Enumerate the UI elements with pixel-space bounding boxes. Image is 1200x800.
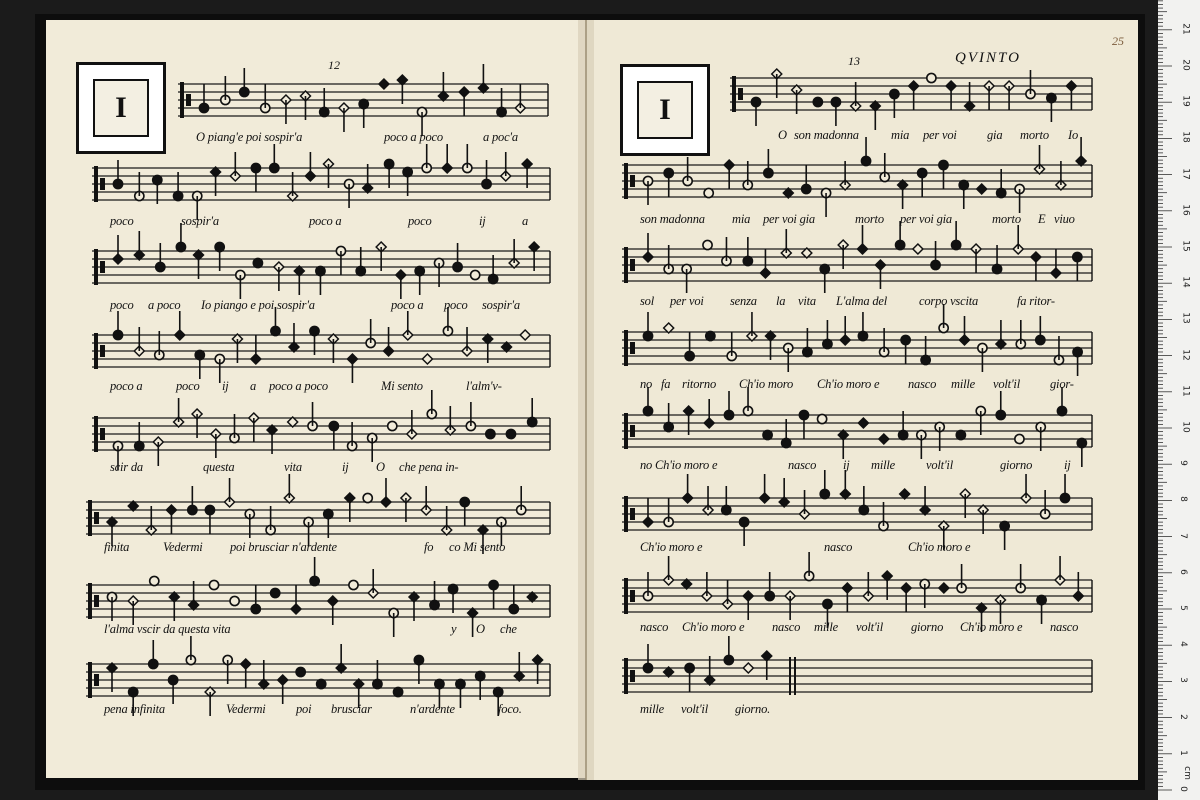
clef-bar — [624, 578, 628, 614]
left-lyric-word: che — [500, 622, 517, 636]
left-lyric-word: Mi sento — [381, 379, 423, 393]
left-lyric-word: poco — [176, 379, 200, 393]
left-lyric-word: l'alm'v- — [466, 379, 502, 393]
right-lyric-word: corpo vscita — [919, 294, 979, 308]
left-lyric-word: poco a poco — [269, 379, 328, 393]
margin-note: 25 — [1112, 34, 1124, 48]
clef-bar — [94, 333, 98, 369]
left-lyric-word: poco a poco — [384, 130, 443, 144]
right-initial-letter: I — [637, 81, 693, 139]
ruler-label: 14 — [1180, 276, 1191, 288]
left-lyric-word: O — [376, 460, 385, 474]
clef-bar — [624, 330, 628, 366]
clef-mark — [100, 261, 105, 273]
right-lyric-word: morto — [1020, 128, 1049, 142]
clef-bar — [624, 163, 628, 199]
ruler-label: 11 — [1180, 385, 1191, 397]
ruler-label: 8 — [1177, 496, 1188, 503]
right-lyric-word: O — [778, 128, 787, 142]
clef-mark — [100, 178, 105, 190]
right-page-number: 13 — [848, 54, 860, 68]
left-lyric-word: poco a — [110, 379, 143, 393]
right-lyric-word: per voi — [670, 294, 704, 308]
left-lyric-word: Io piango e poi sospir'a — [201, 298, 315, 312]
right-lyric-word: giorno — [911, 620, 944, 634]
left-lyric-word: vita — [284, 460, 302, 474]
note-head — [150, 576, 159, 585]
left-lyric-word: sospir'a — [181, 214, 219, 228]
left-lyric-word: finita — [104, 540, 130, 554]
right-lyric-word: senza — [730, 294, 757, 308]
clef-mark — [630, 508, 635, 520]
right-lyric-word: Ch'io moro e — [817, 377, 880, 391]
clef-mark — [738, 88, 743, 100]
right-lyric-word: mille — [640, 702, 664, 716]
ruler-label: 21 — [1180, 23, 1191, 35]
ruler-label: 1 — [1177, 749, 1188, 756]
note-head — [486, 429, 495, 438]
left-lyric-word: che pena in- — [399, 460, 459, 474]
right-lyric-word: giorno. — [735, 702, 771, 716]
clef-mark — [186, 94, 191, 106]
clef-bar — [88, 500, 92, 536]
clef-bar — [624, 496, 628, 532]
right-lyric-word: no Ch'io moro e — [640, 458, 718, 472]
left-lyric-word: n'ardente — [410, 702, 455, 716]
clef-mark — [630, 590, 635, 602]
left-lyric-word: poi brusciar n'ardente — [230, 540, 337, 554]
ruler-label: 7 — [1177, 532, 1188, 539]
note-head — [393, 687, 402, 696]
note-head — [471, 270, 480, 279]
clef-mark — [100, 345, 105, 357]
left-page-number: 12 — [328, 58, 340, 72]
left-lyric-word: O piang'e poi sospir'a — [196, 130, 303, 144]
right-lyric-word: Ch'io moro — [739, 377, 794, 391]
right-lyric-word: fa ritor- — [1017, 294, 1055, 308]
note-head — [813, 97, 822, 106]
left-lyric-word: fo — [424, 540, 434, 554]
ruler-label: 13 — [1180, 312, 1191, 325]
left-lyric-word: ij — [342, 460, 349, 474]
left-lyric-word: ij — [479, 214, 486, 228]
right-lyric-word: Io — [1068, 128, 1079, 142]
left-lyric-word: poco — [408, 214, 432, 228]
right-lyric-word: vita — [798, 294, 816, 308]
left-lyric-word: poi — [296, 702, 312, 716]
note-head — [506, 429, 515, 438]
ruler-label: 17 — [1180, 167, 1191, 180]
ruler-label: 12 — [1180, 348, 1191, 361]
clef-bar — [180, 82, 184, 118]
left-lyric-word: pena infinita — [104, 702, 165, 716]
ruler-label: 10 — [1180, 421, 1191, 433]
clef-mark — [94, 512, 99, 524]
clef-bar — [88, 662, 92, 698]
clef-mark — [94, 674, 99, 686]
ruler-label: 5 — [1177, 605, 1188, 611]
right-lyric-word: per voi gia — [900, 212, 952, 226]
left-initial-ornament — [76, 62, 166, 154]
right-lyric-word: fa — [661, 377, 671, 391]
right-lyric-word: giorno — [1000, 458, 1033, 472]
note-head — [296, 667, 305, 676]
ruler-label: 18 — [1180, 131, 1191, 144]
note-head — [818, 414, 827, 423]
note-head — [1015, 434, 1024, 443]
right-lyric-word: nasco — [908, 377, 937, 391]
right-initial-ornament — [620, 64, 710, 156]
right-lyric-word: Ch'io moro e — [908, 540, 971, 554]
right-lyric-word: volt'il — [856, 620, 883, 634]
ruler-label: 2 — [1177, 713, 1188, 720]
right-lyric-word: Ch'io moro e — [960, 620, 1023, 634]
clef-mark — [630, 175, 635, 187]
voice-part-header: QVINTO — [955, 50, 1021, 66]
right-lyric-word: volt'il — [926, 458, 953, 472]
right-lyric-word: mille — [871, 458, 895, 472]
left-lyric-word: a poc'a — [483, 130, 518, 144]
ruler-unit: cm — [1181, 766, 1192, 780]
right-lyric-word: son madonna — [640, 212, 705, 226]
right-lyric-word: nasco — [1050, 620, 1079, 634]
left-lyric-word: brusciar — [331, 702, 372, 716]
ruler-label: 19 — [1180, 95, 1191, 107]
left-lyric-word: l'alma vscir da questa vita — [104, 622, 231, 636]
right-lyric-word: mille — [951, 377, 975, 391]
note-head — [363, 493, 372, 502]
note-head — [230, 596, 239, 605]
left-lyric-word: poco a — [391, 298, 424, 312]
right-lyric-word: ij — [843, 458, 850, 472]
right-lyric-word: per voi — [923, 128, 957, 142]
note-head — [388, 421, 397, 430]
right-lyric-word: ritorno — [682, 377, 717, 391]
ruler-label: 4 — [1177, 641, 1188, 648]
clef-mark — [100, 428, 105, 440]
right-lyric-word: per voi gia — [763, 212, 815, 226]
note-head — [209, 580, 218, 589]
right-lyric-word: mia — [891, 128, 910, 142]
right-lyric-word: nasco — [772, 620, 801, 634]
left-lyric-word: foco. — [498, 702, 522, 716]
clef-bar — [94, 166, 98, 202]
right-lyric-word: morto — [855, 212, 884, 226]
left-lyric-word: sospir'a — [482, 298, 520, 312]
right-lyric-word: volt'il — [681, 702, 708, 716]
ruler-label: 9 — [1177, 460, 1188, 467]
left-lyric-word: poco — [444, 298, 468, 312]
note-head — [349, 580, 358, 589]
clef-bar — [88, 583, 92, 619]
left-lyric-word: y — [451, 622, 457, 636]
note-head — [253, 258, 262, 267]
right-lyric-word: son madonna — [794, 128, 859, 142]
note-head — [763, 430, 772, 439]
left-lyric-word: co Mi sento — [449, 540, 506, 554]
left-lyric-word: poco a — [309, 214, 342, 228]
right-lyric-word: gia — [987, 128, 1003, 142]
note-head — [704, 188, 713, 197]
clef-mark — [630, 425, 635, 437]
right-lyric-word: no — [640, 377, 653, 391]
note-head — [956, 430, 965, 439]
note-head — [927, 73, 936, 82]
right-lyric-word: viuo — [1054, 212, 1075, 226]
clef-mark — [630, 670, 635, 682]
right-lyric-word: gior- — [1050, 377, 1074, 391]
left-lyric-word: Vedermi — [226, 702, 266, 716]
clef-bar — [624, 247, 628, 283]
note-head — [317, 679, 326, 688]
right-lyric-word: sol — [640, 294, 654, 308]
clef-bar — [624, 658, 628, 694]
right-lyric-word: la — [776, 294, 786, 308]
left-lyric-word: Vedermi — [163, 540, 203, 554]
left-lyric-word: poco — [110, 298, 134, 312]
left-lyric-word: poco — [110, 214, 134, 228]
note-head — [706, 331, 715, 340]
note-head — [703, 240, 712, 249]
ruler-label: 20 — [1180, 59, 1191, 71]
right-lyric-word: morto — [992, 212, 1021, 226]
left-lyric-word: ij — [222, 379, 229, 393]
ruler-label: 0 — [1177, 786, 1188, 792]
ruler-label: 15 — [1180, 240, 1191, 252]
right-lyric-word: Ch'io moro e — [682, 620, 745, 634]
clef-mark — [630, 342, 635, 354]
left-lyric-word: a — [522, 214, 529, 228]
left-lyric-word: scir da — [110, 460, 143, 474]
left-lyric-word: a — [250, 379, 257, 393]
ruler-label: 3 — [1177, 677, 1188, 684]
clef-bar — [732, 76, 736, 112]
clef-mark — [630, 259, 635, 271]
right-lyric-word: E — [1038, 212, 1046, 226]
clef-bar — [94, 416, 98, 452]
ruler-label: 16 — [1180, 204, 1191, 216]
left-initial-letter: I — [93, 79, 149, 137]
right-lyric-word: nasco — [824, 540, 853, 554]
right-lyric-word: ij — [1064, 458, 1071, 472]
right-lyric-word: mille — [814, 620, 838, 634]
right-lyric-word: volt'il — [993, 377, 1020, 391]
right-lyric-word: mia — [732, 212, 751, 226]
left-lyric-word: O — [476, 622, 485, 636]
clef-bar — [624, 413, 628, 449]
note-head — [271, 588, 280, 597]
right-lyric-word: nasco — [640, 620, 669, 634]
right-lyric-word: Ch'io moro e — [640, 540, 703, 554]
right-lyric-word: L'alma del — [836, 294, 888, 308]
ruler-label: 6 — [1177, 568, 1188, 575]
left-lyric-word: a poco — [148, 298, 181, 312]
clef-bar — [94, 249, 98, 285]
left-lyric-word: questa — [203, 460, 235, 474]
right-lyric-word: nasco — [788, 458, 817, 472]
clef-mark — [94, 595, 99, 607]
